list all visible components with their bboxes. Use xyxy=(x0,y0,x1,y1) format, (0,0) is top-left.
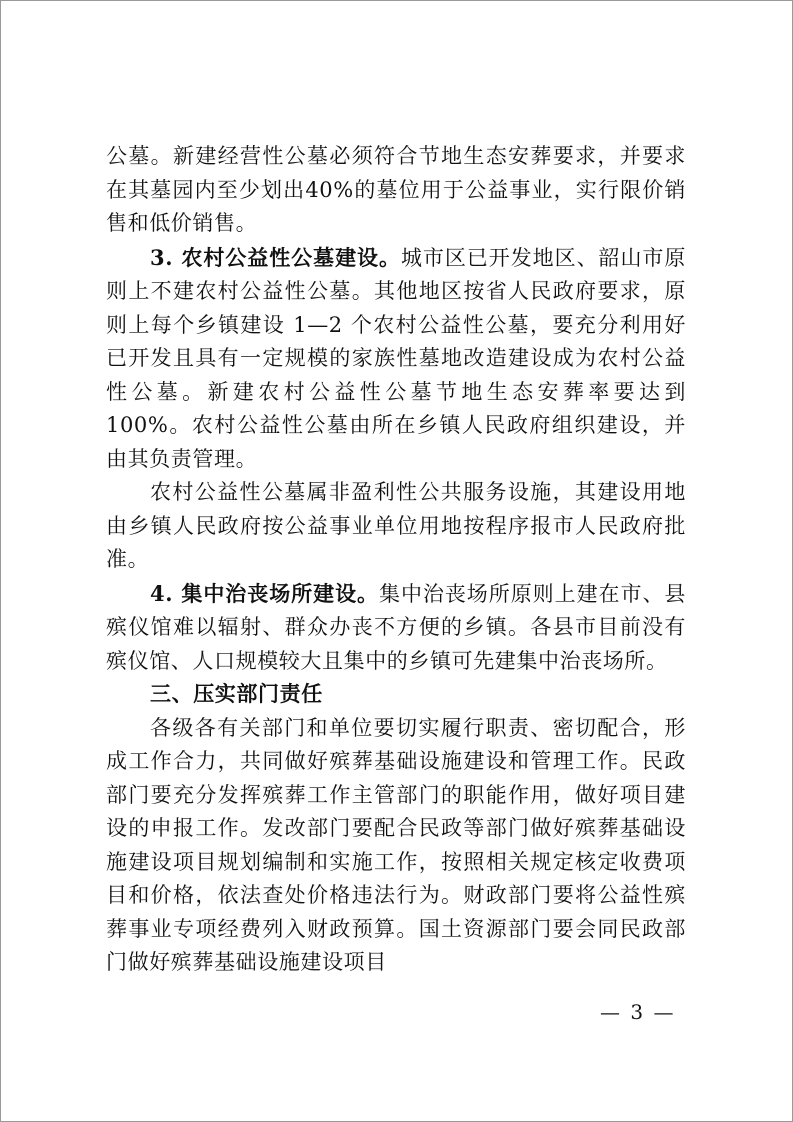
paragraph-continuation xyxy=(106,140,686,241)
paragraph-text: 城市区已开发地区、韶山市原则上不建农村公益性公墓。其他地区按省人民政府要求，原则上每个乡镇建设 1—2 个农村公益性公墓，要充分利用好已开发且具有一定规模的家族性墓地改造建设成为农村公益性公墓。新建农村公益性公墓节地生态安葬率要达到 100%。农村公益性公墓由所在乡镇人民政府组织建设，并由其负责管理。 xyxy=(106,245,686,471)
paragraph-text: 集中治丧场所原则上建在市、县殡仪馆难以辐射、群众办丧不方便的乡镇。各县市目前没有殡仪馆、人口规模较大且集中的乡镇可先建集中治丧场所。 xyxy=(106,581,686,673)
paragraph-text: 农村公益性公墓属非盈利性公共服务设施，其建设用地由乡镇人民政府按公益事业单位用地按程序报市人民政府批准。 xyxy=(106,480,686,571)
paragraph-rural-cemetery xyxy=(106,241,686,477)
subsection-title-rural-cemetery: 3. 农村公益性公墓建设。 xyxy=(150,244,401,270)
page-number: — 3 — xyxy=(600,1000,676,1024)
paragraph-text: 公墓。新建经营性公墓必须符合节地生态安葬要求，并要求在其墓园内至少划出40%的墓位用于公益事业，实行限价销售和低价销售。 xyxy=(106,144,686,235)
subsection-title-funeral-venue: 4. 集中治丧场所建设。 xyxy=(150,580,379,606)
paragraph-land-use xyxy=(106,476,686,577)
paragraph-text: 各级各有关部门和单位要切实履行职责、密切配合，形成工作合力，共同做好殡葬基础设施建设和管理工作。民政部门要充分发挥殡葬工作主管部门的职能作用，做好项目建设的申报工作。发改部门要配合民政等部门做好殡葬基础设施建设项目规划编制和实施工作，按照相关规定核定收费项目和价格，依法查处价格违法行为。财政部门要将公益性殡葬事业专项经费列入财政预算。国土资源部门要会同民政部门做好殡葬基础设施建设项目 xyxy=(106,715,686,974)
document-body xyxy=(106,140,686,980)
section-heading: 三、压实部门责任 xyxy=(150,682,323,706)
paragraph-funeral-venue xyxy=(106,577,686,679)
paragraph-department-responsibility xyxy=(106,712,686,980)
